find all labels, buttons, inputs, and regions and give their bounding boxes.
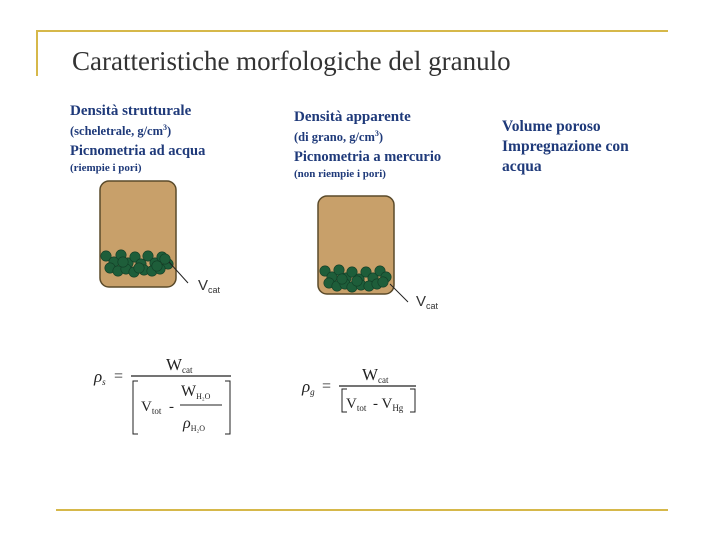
heading-apparent-density: Densità apparente xyxy=(294,109,411,125)
f1-inner-denominator: ρH₂O xyxy=(183,415,206,433)
f2-numerator: Wcat xyxy=(362,365,389,385)
granule-particle xyxy=(118,257,128,267)
label-vcat-left: $V_{cat}$ xyxy=(198,277,221,295)
f2-right-bracket xyxy=(410,389,415,412)
heading-structural-density: Densità strutturale xyxy=(70,103,192,119)
f1-numerator: Wcat xyxy=(166,355,193,375)
f2-minus-vhg: - $V_{Hg}$ xyxy=(373,396,404,413)
f2-rho: ρg xyxy=(302,377,315,397)
formula-structural-density xyxy=(93,355,231,434)
f1-equals: = xyxy=(114,368,124,385)
formula-apparent-density xyxy=(301,365,416,413)
granule-particle xyxy=(378,277,388,287)
note-fills-pores: (riempie i pori) xyxy=(70,162,142,175)
granule-particle xyxy=(134,263,144,273)
text-water: acqua xyxy=(502,158,542,175)
f1-vtot: $V_{tot}$ xyxy=(141,399,162,416)
f1-right-bracket xyxy=(225,381,230,434)
f1-left-bracket xyxy=(133,381,138,434)
note-not-fills-pores: (non riempie i pori) xyxy=(294,168,386,181)
granule-particle xyxy=(160,254,170,264)
f2-equals: = xyxy=(322,378,332,395)
granule-particle xyxy=(152,261,162,271)
pointer-line-right xyxy=(390,284,408,302)
granule-particle xyxy=(337,274,347,284)
f2-vtot: $V_{tot}$ xyxy=(346,396,367,413)
label-vcat-right: $V_{cat}$ xyxy=(416,293,439,311)
heading-pore-volume: Volume poroso xyxy=(502,118,601,135)
f1-minus: - xyxy=(169,399,174,415)
granule-particle xyxy=(352,276,362,286)
method-water-pycnometry: Picnometria ad acqua xyxy=(70,143,206,160)
text-water-impregnation: Impregnazione con xyxy=(502,138,629,155)
method-mercury-pycnometry: Picnometria a mercurio xyxy=(294,149,442,166)
slide-title: Caratteristiche morfologiche del granulo xyxy=(72,46,511,76)
f1-inner-numerator: WH₂O xyxy=(181,383,211,401)
subheading-apparent-density: (di grano, $g/cm^3$) xyxy=(294,129,384,145)
subheading-structural-density: (scheletrale, $g/cm^3$) xyxy=(70,123,172,139)
f1-rho: ρs xyxy=(94,367,106,387)
